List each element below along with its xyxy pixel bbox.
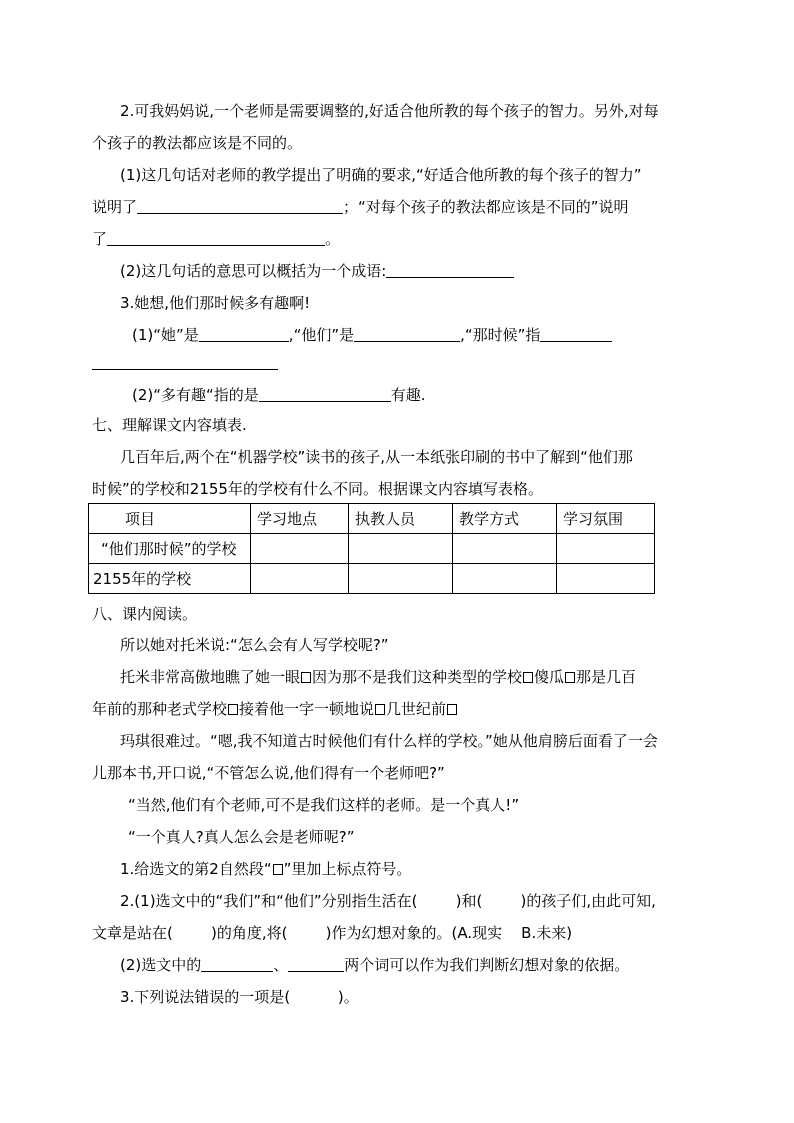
punctuation-box[interactable] xyxy=(375,704,385,715)
section8-q2-p2 xyxy=(120,954,629,976)
punctuation-box[interactable] xyxy=(301,672,311,683)
para-text: 年前的那种老式学校 xyxy=(92,700,228,718)
q2-p1-text: 说明了 xyxy=(92,198,138,216)
q2-p1-line1: (1)这几句话对老师的教学提出了明确的要求,“好适合他所教的每个孩子的智力” xyxy=(120,166,642,184)
answer-blank[interactable] xyxy=(92,353,278,370)
table-cell[interactable] xyxy=(349,564,453,594)
q2-p2 xyxy=(120,260,514,282)
answer-blank[interactable] xyxy=(199,325,289,342)
para-text: 那是几百 xyxy=(576,668,637,686)
table-row xyxy=(89,534,655,564)
q2-p2-text: 、 xyxy=(273,956,289,974)
q3-p2 xyxy=(132,384,426,406)
q3-p1-text: ,“那时候”指 xyxy=(460,326,541,344)
section8-para2-line1 xyxy=(120,666,636,688)
q2-p2-text: (2)选文中的 xyxy=(120,956,202,974)
para-text: 托米非常高傲地瞧了她一眼 xyxy=(120,668,301,686)
answer-blank[interactable] xyxy=(288,955,344,972)
q3-p1 xyxy=(132,324,612,346)
table-cell[interactable] xyxy=(251,564,349,594)
table-cell[interactable] xyxy=(251,534,349,564)
table-cell[interactable] xyxy=(453,534,557,564)
section7-heading: 七、理解课文内容填表. xyxy=(92,416,247,434)
q3-p1-text: ,“他们”是 xyxy=(288,326,355,344)
q3-p1-continued xyxy=(92,352,278,374)
answer-blank[interactable] xyxy=(259,385,391,402)
section8-q1 xyxy=(120,858,411,880)
q3-p1-text: (1)“她”是 xyxy=(132,326,199,344)
table-row xyxy=(89,564,655,594)
table-header-cell: 学习地点 xyxy=(251,504,349,534)
table-cell[interactable] xyxy=(557,564,655,594)
section8-para1: 所以她对托米说:“怎么会有人写学校呢?” xyxy=(120,636,389,654)
answer-blank[interactable] xyxy=(540,325,612,342)
punctuation-box[interactable] xyxy=(228,704,238,715)
punctuation-box[interactable] xyxy=(523,672,533,683)
answer-blank[interactable] xyxy=(137,197,343,214)
q2-p1-text: 。 xyxy=(325,230,341,248)
table-row-label: “他们那时候”的学校 xyxy=(89,534,251,564)
table-cell[interactable] xyxy=(349,534,453,564)
table-header-row xyxy=(89,504,655,534)
comparison-table xyxy=(88,503,655,594)
section8-heading: 八、课内阅读。 xyxy=(92,605,198,623)
q3-title: 3.她想,他们那时候多有趣啊! xyxy=(120,294,311,312)
answer-blank[interactable] xyxy=(386,261,514,278)
table-header-cell: 项目 xyxy=(89,504,251,534)
punctuation-box-icon xyxy=(273,864,283,875)
answer-blank[interactable] xyxy=(354,325,460,342)
para-text: 傻瓜 xyxy=(534,668,565,686)
section7-intro-line2: 时候”的学校和2155年的学校有什么不同。根据课文内容填写表格。 xyxy=(92,480,543,498)
section8-para5: “一个真人?真人怎么会是老师呢?” xyxy=(128,828,355,846)
punctuation-box[interactable] xyxy=(447,704,457,715)
table-header-cell: 执教人员 xyxy=(349,504,453,534)
table-cell[interactable] xyxy=(453,564,557,594)
para-text: 因为那不是我们这种类型的学校 xyxy=(312,668,523,686)
section8-para4: “当然,他们有个老师,可不是我们这样的老师。是一个真人!” xyxy=(128,796,520,814)
para-text: 几世纪前 xyxy=(386,700,447,718)
table-header-cell: 教学方式 xyxy=(453,504,557,534)
table-cell[interactable] xyxy=(557,534,655,564)
q2-p1-line2 xyxy=(92,196,629,218)
q2-line2: 个孩子的教法都应该是不同的。 xyxy=(92,134,303,152)
q2-p2-text: (2)这几句话的意思可以概括为一个成语: xyxy=(120,262,387,280)
section7-intro-line1: 几百年后,两个在“机器学校”读书的孩子,从一本纸张印刷的书中了解到“他们那 xyxy=(120,448,633,466)
section8-para3-line2: 儿那本书,开口说,“不管怎么说,他们得有一个老师吧?” xyxy=(92,764,445,782)
q3-p2-text: 有趣. xyxy=(390,386,426,404)
section8-para3-line1: 玛琪很难过。“嗯,我不知道古时候他们有什么样的学校。”她从他肩膀后面看了一会 xyxy=(120,732,658,750)
answer-blank[interactable] xyxy=(107,229,325,246)
q2-p1-text: ；“对每个孩子的教法都应该是不同的”说明 xyxy=(343,198,629,216)
punctuation-box[interactable] xyxy=(565,672,575,683)
q1-text: ”里加上标点符号。 xyxy=(283,860,412,878)
section8-q2-line1: 2.(1)选文中的“我们”和“他们”分别指生活在( )和( )的孩子们,由此可知, xyxy=(120,892,656,910)
table-header-cell: 学习氛围 xyxy=(557,504,655,534)
para-text: 接着他一字一顿地说 xyxy=(239,700,375,718)
q1-text: 1.给选文的第2自然段“ xyxy=(120,860,272,878)
q2-p1-line3 xyxy=(92,228,340,250)
q2-line1: 2.可我妈妈说,一个老师是需要调整的,好适合他所教的每个孩子的智力。另外,对每 xyxy=(120,102,659,120)
table-row-label: 2155年的学校 xyxy=(89,564,251,594)
answer-blank[interactable] xyxy=(201,955,273,972)
section8-para2-line2 xyxy=(92,698,458,720)
section8-q2-line2: 文章是站在( )的角度,将( )作为幻想对象的。(A.现实 B.未来) xyxy=(92,924,573,942)
q2-p1-text: 了 xyxy=(92,230,108,248)
q2-p2-text: 两个词可以作为我们判断幻想对象的依据。 xyxy=(344,956,630,974)
q3-p2-text: (2)“多有趣“指的是 xyxy=(132,386,259,404)
section8-q3: 3.下列说法错误的一项是( )。 xyxy=(120,988,359,1006)
